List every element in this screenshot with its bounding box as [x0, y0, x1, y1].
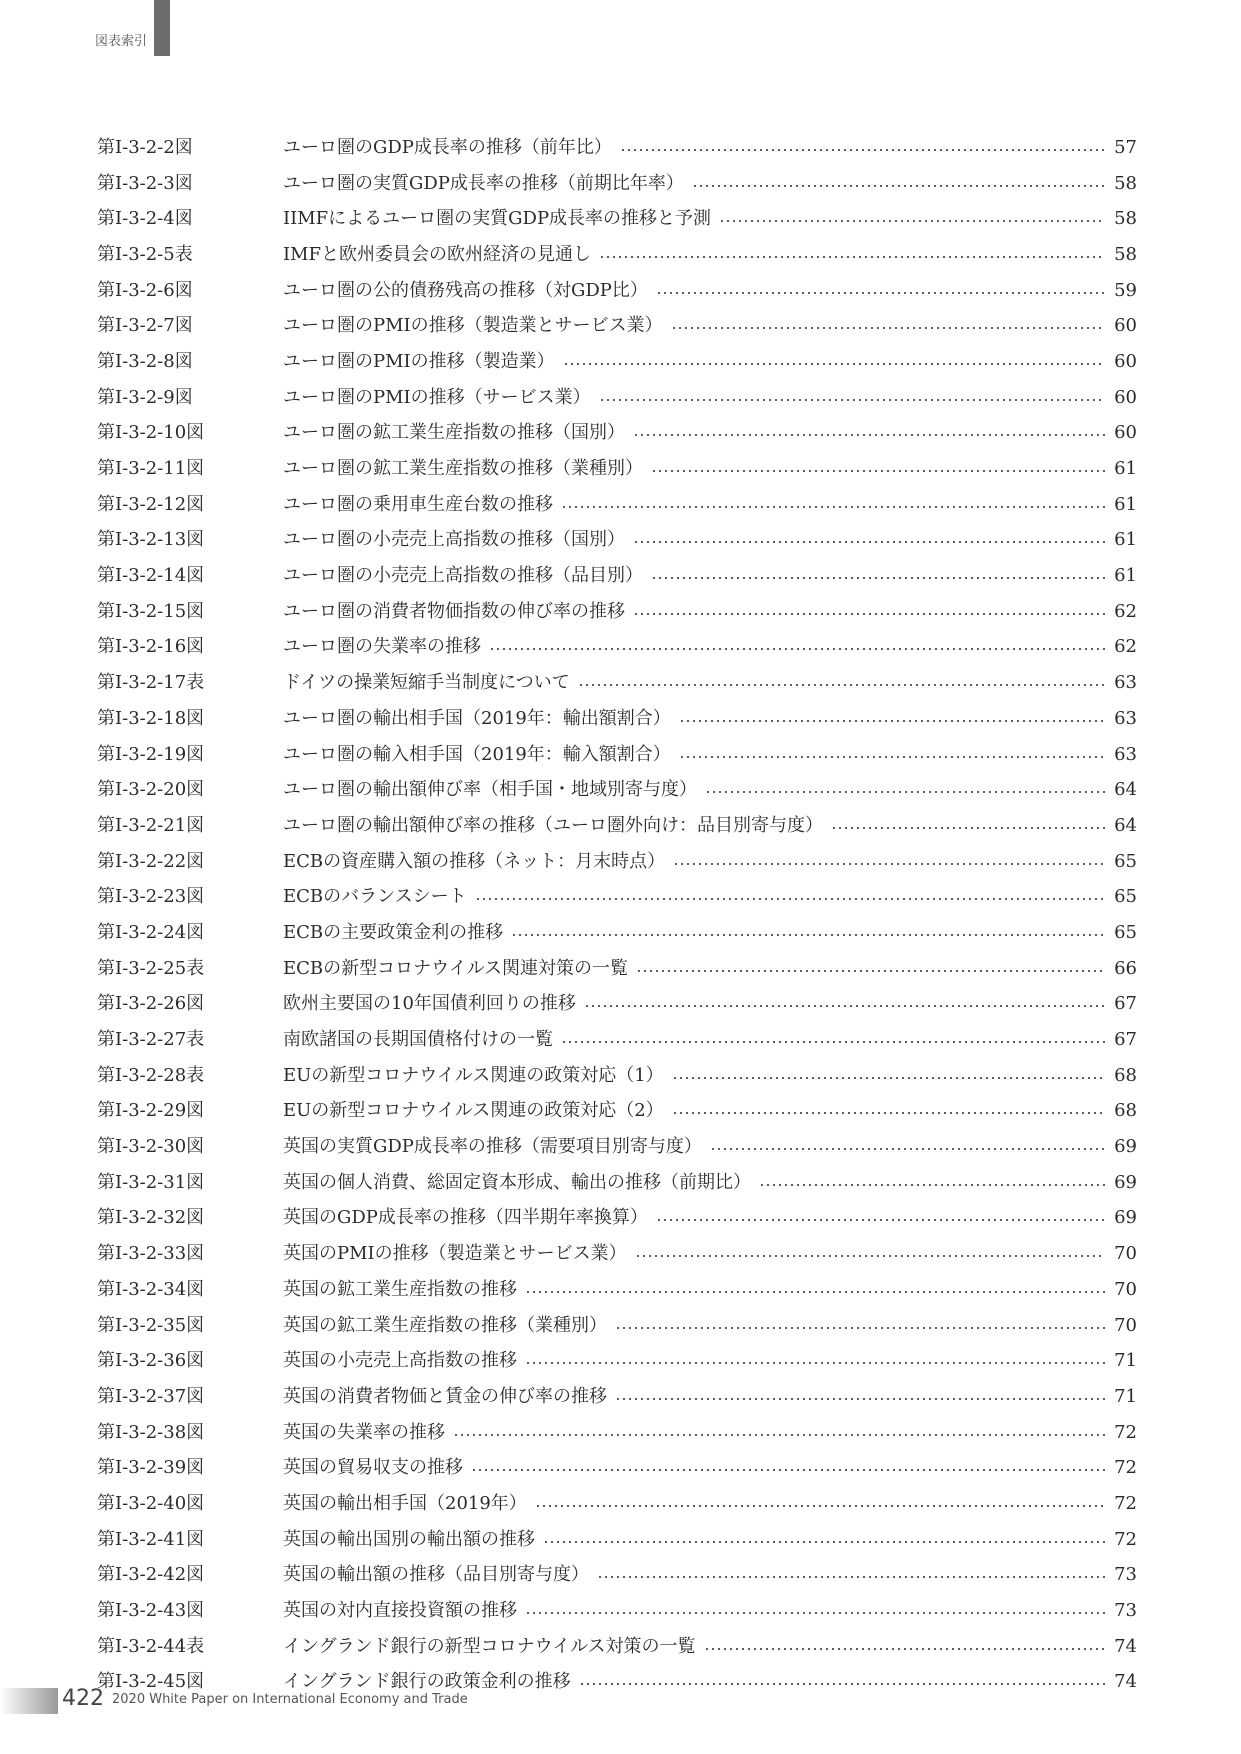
entry-title: EUの新型コロナウイルス関連の政策対応（1） — [283, 1064, 664, 1086]
entry-title: イングランド銀行の新型コロナウイルス対策の一覧 — [283, 1635, 696, 1657]
entry-number: 第Ⅰ-3-2-3図 — [97, 172, 193, 194]
dot-leader — [633, 434, 1105, 436]
dot-leader — [535, 1505, 1105, 1507]
entry-title: IIMFによるユーロ圏の実質GDP成長率の推移と予測 — [283, 208, 712, 230]
index-entry — [97, 1165, 1137, 1201]
dot-leader — [633, 613, 1105, 615]
index-entry — [97, 558, 1137, 594]
entry-title: ユーロ圏のPMIの推移（サービス業） — [283, 386, 591, 408]
dot-leader — [651, 577, 1105, 579]
entry-number: 第Ⅰ-3-2-16図 — [97, 636, 205, 658]
entry-number: 第Ⅰ-3-2-38図 — [97, 1421, 205, 1443]
entry-number: 第Ⅰ-3-2-34図 — [97, 1278, 205, 1300]
index-entry — [97, 1308, 1137, 1344]
dot-leader — [672, 1077, 1105, 1079]
entry-title: ユーロ圏の乗用車生産台数の推移 — [283, 493, 553, 515]
entry-title: ユーロ圏の実質GDP成長率の推移（前期比年率） — [283, 172, 684, 194]
entry-number: 第Ⅰ-3-2-43図 — [97, 1600, 205, 1622]
entry-number: 第Ⅰ-3-2-5表 — [97, 243, 193, 265]
section-label: 図表索引 — [95, 34, 148, 49]
dot-leader — [635, 1255, 1105, 1257]
dot-leader — [705, 791, 1105, 793]
entry-title: 英国の鉱工業生産指数の推移 — [283, 1278, 517, 1300]
entry-number: 第Ⅰ-3-2-9図 — [97, 386, 193, 408]
entry-number: 第Ⅰ-3-2-23図 — [97, 886, 205, 908]
entry-title: 英国の実質GDP成長率の推移（需要項目別寄与度） — [283, 1136, 702, 1158]
entry-page-number: 61 — [1114, 493, 1137, 515]
entry-number: 第Ⅰ-3-2-8図 — [97, 350, 193, 372]
index-entry — [97, 1272, 1137, 1308]
entry-number: 第Ⅰ-3-2-4図 — [97, 208, 193, 230]
entry-page-number: 65 — [1114, 886, 1137, 908]
entry-page-number: 63 — [1114, 672, 1137, 694]
entry-title: ユーロ圏のPMIの推移（製造業とサービス業） — [283, 315, 663, 337]
entry-title: 英国の失業率の推移 — [283, 1421, 445, 1443]
dot-leader — [561, 1041, 1105, 1043]
entry-number: 第Ⅰ-3-2-6図 — [97, 279, 193, 301]
entry-number: 第Ⅰ-3-2-32図 — [97, 1207, 205, 1229]
index-entry — [97, 1558, 1137, 1594]
entry-title: ユーロ圏の輸出額伸び率の推移（ユーロ圏外向け：品目別寄与度） — [283, 814, 823, 836]
entry-number: 第Ⅰ-3-2-7図 — [97, 315, 193, 337]
entry-number: 第Ⅰ-3-2-2図 — [97, 136, 193, 158]
entry-page-number: 66 — [1114, 957, 1137, 979]
index-entry — [97, 594, 1137, 630]
dot-leader — [620, 149, 1105, 151]
entry-page-number: 73 — [1114, 1600, 1137, 1622]
entry-number: 第Ⅰ-3-2-13図 — [97, 529, 205, 551]
entry-number: 第Ⅰ-3-2-29図 — [97, 1100, 205, 1122]
entry-page-number: 60 — [1114, 350, 1137, 372]
entry-title: ユーロ圏の小売売上高指数の推移（品目別） — [283, 565, 643, 587]
entry-title: 英国の個人消費、総固定資本形成、輸出の推移（前期比） — [283, 1171, 751, 1193]
dot-leader — [475, 898, 1105, 900]
dot-leader — [671, 327, 1105, 329]
dot-leader — [525, 1612, 1105, 1614]
entry-page-number: 68 — [1114, 1100, 1137, 1122]
entry-page-number: 63 — [1114, 707, 1137, 729]
index-entry — [97, 166, 1137, 202]
index-entry — [97, 665, 1137, 701]
index-entry — [97, 130, 1137, 166]
index-entry — [97, 1201, 1137, 1237]
entry-number: 第Ⅰ-3-2-42図 — [97, 1564, 205, 1586]
entry-title: ユーロ圏の小売売上高指数の推移（国別） — [283, 529, 625, 551]
entry-title: 英国の鉱工業生産指数の推移（業種別） — [283, 1314, 607, 1336]
entry-page-number: 72 — [1114, 1457, 1137, 1479]
entry-title: ユーロ圏のPMIの推移（製造業） — [283, 350, 555, 372]
index-entry — [97, 416, 1137, 452]
entry-page-number: 68 — [1114, 1064, 1137, 1086]
index-entry — [97, 380, 1137, 416]
index-entry — [97, 737, 1137, 773]
index-entry — [97, 237, 1137, 273]
entry-title: 英国の消費者物価と賃金の伸び率の推移 — [283, 1385, 607, 1407]
dot-leader — [563, 363, 1105, 365]
entry-page-number: 57 — [1114, 136, 1137, 158]
entry-number: 第Ⅰ-3-2-37図 — [97, 1385, 205, 1407]
entry-page-number: 72 — [1114, 1421, 1137, 1443]
footer-accent-bar — [0, 1688, 58, 1714]
entry-number: 第Ⅰ-3-2-24図 — [97, 921, 205, 943]
entry-page-number: 60 — [1114, 386, 1137, 408]
entry-number: 第Ⅰ-3-2-41図 — [97, 1528, 205, 1550]
index-entry — [97, 630, 1137, 666]
entry-page-number: 64 — [1114, 814, 1137, 836]
entry-number: 第Ⅰ-3-2-15図 — [97, 600, 205, 622]
index-entry — [97, 772, 1137, 808]
dot-leader — [471, 1469, 1105, 1471]
entry-title: 英国の小売売上高指数の推移 — [283, 1350, 517, 1372]
dot-leader — [636, 970, 1105, 972]
index-entry — [97, 1022, 1137, 1058]
entry-title: 英国の輸出相手国（2019年） — [283, 1492, 527, 1514]
index-entry — [97, 1058, 1137, 1094]
entry-title: ユーロ圏の輸出相手国（2019年：輸出額割合） — [283, 707, 671, 729]
page-number: 422 — [62, 1686, 104, 1711]
entry-number: 第Ⅰ-3-2-36図 — [97, 1350, 205, 1372]
entry-page-number: 69 — [1114, 1171, 1137, 1193]
index-entry — [97, 701, 1137, 737]
index-entry — [97, 523, 1137, 559]
dot-leader — [831, 827, 1105, 829]
dot-leader — [615, 1327, 1105, 1329]
index-entry — [97, 1343, 1137, 1379]
entry-title: イングランド銀行の政策金利の推移 — [283, 1671, 571, 1693]
entry-title: ユーロ圏の公的債務残高の推移（対GDP比） — [283, 279, 648, 301]
entry-page-number: 59 — [1114, 279, 1137, 301]
dot-leader — [679, 720, 1105, 722]
publication-title: 2020 White Paper on International Economy and Trade — [112, 1692, 468, 1707]
entry-title: 欧州主要国の10年国債利回りの推移 — [283, 993, 576, 1015]
index-entry — [97, 1236, 1137, 1272]
entry-page-number: 69 — [1114, 1136, 1137, 1158]
entry-number: 第Ⅰ-3-2-21図 — [97, 814, 205, 836]
entry-title: 英国のPMIの推移（製造業とサービス業） — [283, 1243, 627, 1265]
dot-leader — [525, 1362, 1105, 1364]
entry-number: 第Ⅰ-3-2-10図 — [97, 422, 205, 444]
entry-title: ユーロ圏のGDP成長率の推移（前年比） — [283, 136, 612, 158]
entry-title: ドイツの操業短縮手当制度について — [283, 672, 570, 694]
entry-page-number: 61 — [1114, 565, 1137, 587]
entry-page-number: 74 — [1114, 1671, 1137, 1693]
entry-page-number: 60 — [1114, 422, 1137, 444]
index-entry — [97, 1379, 1137, 1415]
index-entry — [97, 844, 1137, 880]
index-entry — [97, 951, 1137, 987]
index-entry — [97, 879, 1137, 915]
dot-leader — [511, 934, 1105, 936]
entry-page-number: 72 — [1114, 1528, 1137, 1550]
index-entry — [97, 1129, 1137, 1165]
entry-page-number: 58 — [1114, 172, 1137, 194]
entry-number: 第Ⅰ-3-2-18図 — [97, 707, 205, 729]
entry-page-number: 70 — [1114, 1278, 1137, 1300]
entry-page-number: 64 — [1114, 779, 1137, 801]
dot-leader — [759, 1184, 1105, 1186]
entry-number: 第Ⅰ-3-2-40図 — [97, 1492, 205, 1514]
dot-leader — [651, 470, 1105, 472]
index-entry — [97, 1415, 1137, 1451]
entry-page-number: 58 — [1114, 243, 1137, 265]
entry-title: ユーロ圏の鉱工業生産指数の推移（業種別） — [283, 458, 643, 480]
dot-leader — [656, 292, 1105, 294]
entry-title: 南欧諸国の長期国債格付けの一覧 — [283, 1029, 553, 1051]
dot-leader — [599, 256, 1105, 258]
entry-title: 英国の貿易収支の推移 — [283, 1457, 463, 1479]
entry-page-number: 67 — [1114, 993, 1137, 1015]
entry-title: 英国のGDP成長率の推移（四半期年率換算） — [283, 1207, 648, 1229]
index-entry — [97, 451, 1137, 487]
index-entry — [97, 915, 1137, 951]
entry-page-number: 73 — [1114, 1564, 1137, 1586]
index-entry — [97, 487, 1137, 523]
entry-number: 第Ⅰ-3-2-33図 — [97, 1243, 205, 1265]
entry-page-number: 61 — [1114, 529, 1137, 551]
entry-title: EUの新型コロナウイルス関連の政策対応（2） — [283, 1100, 664, 1122]
entry-number: 第Ⅰ-3-2-19図 — [97, 743, 205, 765]
entry-title: ユーロ圏の消費者物価指数の伸び率の推移 — [283, 600, 625, 622]
entry-number: 第Ⅰ-3-2-45図 — [97, 1671, 205, 1693]
index-entry-list — [97, 130, 1137, 1700]
entry-number: 第Ⅰ-3-2-39図 — [97, 1457, 205, 1479]
dot-leader — [561, 506, 1105, 508]
entry-page-number: 61 — [1114, 458, 1137, 480]
index-entry — [97, 1629, 1137, 1665]
index-entry — [97, 308, 1137, 344]
index-entry — [97, 1486, 1137, 1522]
entry-page-number: 65 — [1114, 850, 1137, 872]
entry-number: 第Ⅰ-3-2-28表 — [97, 1064, 205, 1086]
entry-title: ユーロ圏の輸入相手国（2019年：輸入額割合） — [283, 743, 671, 765]
index-entry — [97, 344, 1137, 380]
entry-title: 英国の対内直接投資額の推移 — [283, 1600, 517, 1622]
entry-page-number: 70 — [1114, 1243, 1137, 1265]
index-entry — [97, 987, 1137, 1023]
entry-page-number: 63 — [1114, 743, 1137, 765]
entry-title: 英国の輸出額の推移（品目別寄与度） — [283, 1564, 589, 1586]
entry-page-number: 72 — [1114, 1492, 1137, 1514]
entry-title: ECBの資産購入額の推移（ネット：月末時点） — [283, 850, 666, 872]
index-entry — [97, 273, 1137, 309]
entry-number: 第Ⅰ-3-2-26図 — [97, 993, 205, 1015]
index-entry — [97, 201, 1137, 237]
dot-leader — [584, 1005, 1105, 1007]
entry-number: 第Ⅰ-3-2-14図 — [97, 565, 205, 587]
entry-page-number: 71 — [1114, 1385, 1137, 1407]
entry-page-number: 58 — [1114, 208, 1137, 230]
index-entry — [97, 1094, 1137, 1130]
entry-number: 第Ⅰ-3-2-35図 — [97, 1314, 205, 1336]
index-entry — [97, 808, 1137, 844]
entry-number: 第Ⅰ-3-2-22図 — [97, 850, 205, 872]
entry-page-number: 62 — [1114, 600, 1137, 622]
index-entry — [97, 1593, 1137, 1629]
dot-leader — [453, 1434, 1105, 1436]
dot-leader — [597, 1576, 1105, 1578]
entry-number: 第Ⅰ-3-2-31図 — [97, 1171, 205, 1193]
entry-page-number: 69 — [1114, 1207, 1137, 1229]
entry-title: ユーロ圏の輸出額伸び率（相手国・地域別寄与度） — [283, 779, 697, 801]
entry-number: 第Ⅰ-3-2-25表 — [97, 957, 205, 979]
dot-leader — [615, 1398, 1105, 1400]
header-accent-bar — [154, 0, 170, 56]
entry-title: ユーロ圏の鉱工業生産指数の推移（国別） — [283, 422, 625, 444]
entry-page-number: 60 — [1114, 315, 1137, 337]
dot-leader — [656, 1219, 1105, 1221]
entry-page-number: 70 — [1114, 1314, 1137, 1336]
dot-leader — [599, 399, 1105, 401]
dot-leader — [525, 1291, 1105, 1293]
entry-title: ECBのバランスシート — [283, 886, 467, 908]
entry-page-number: 67 — [1114, 1029, 1137, 1051]
dot-leader — [578, 684, 1105, 686]
dot-leader — [489, 648, 1105, 650]
dot-leader — [543, 1541, 1105, 1543]
dot-leader — [633, 541, 1105, 543]
index-entry — [97, 1450, 1137, 1486]
entry-number: 第Ⅰ-3-2-44表 — [97, 1635, 205, 1657]
entry-title: 英国の輸出国別の輸出額の推移 — [283, 1528, 535, 1550]
dot-leader — [692, 185, 1105, 187]
entry-number: 第Ⅰ-3-2-30図 — [97, 1136, 205, 1158]
index-entry — [97, 1522, 1137, 1558]
entry-number: 第Ⅰ-3-2-12図 — [97, 493, 205, 515]
entry-page-number: 74 — [1114, 1635, 1137, 1657]
entry-number: 第Ⅰ-3-2-27表 — [97, 1029, 205, 1051]
entry-page-number: 65 — [1114, 921, 1137, 943]
entry-page-number: 62 — [1114, 636, 1137, 658]
entry-title: ECBの主要政策金利の推移 — [283, 921, 504, 943]
entry-title: IMFと欧州委員会の欧州経済の見通し — [283, 243, 592, 265]
dot-leader — [579, 1683, 1105, 1685]
entry-title: ユーロ圏の失業率の推移 — [283, 636, 481, 658]
dot-leader — [704, 1648, 1105, 1650]
dot-leader — [679, 756, 1105, 758]
entry-number: 第Ⅰ-3-2-11図 — [97, 458, 205, 480]
dot-leader — [719, 220, 1105, 222]
entry-title: ECBの新型コロナウイルス関連対策の一覧 — [283, 957, 629, 979]
dot-leader — [673, 863, 1105, 865]
dot-leader — [672, 1112, 1105, 1114]
entry-number: 第Ⅰ-3-2-20図 — [97, 779, 205, 801]
entry-page-number: 71 — [1114, 1350, 1137, 1372]
dot-leader — [710, 1148, 1105, 1150]
entry-number: 第Ⅰ-3-2-17表 — [97, 672, 205, 694]
